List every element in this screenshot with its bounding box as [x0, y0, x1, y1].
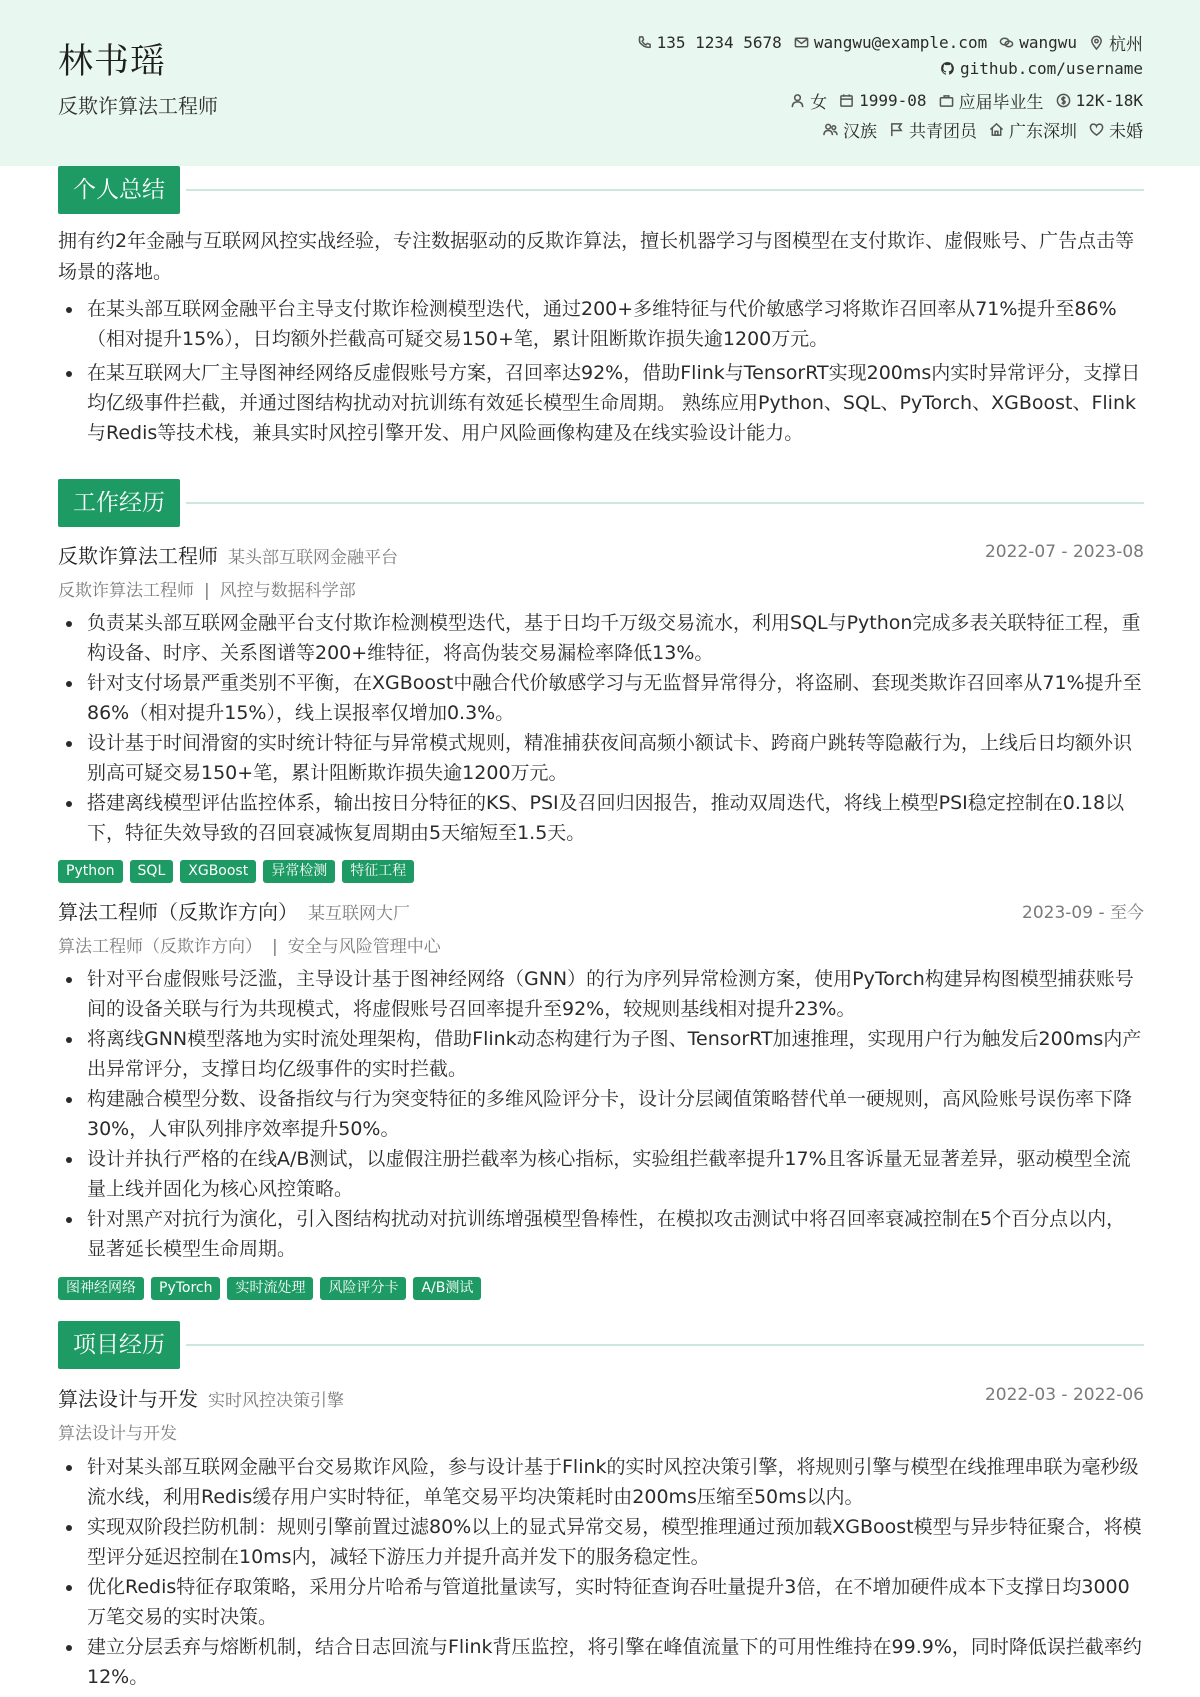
flag-icon	[889, 122, 904, 137]
project-date: 2022-03 - 2022-06	[984, 1385, 1144, 1405]
skill-tag: SQL	[130, 860, 174, 883]
email-text: wangwu@example.com	[813, 33, 988, 52]
skill-tag: 风险评分卡	[320, 1277, 406, 1300]
section-title: 工作经历	[58, 479, 180, 527]
job-date: 2023-09 - 至今	[1022, 903, 1144, 923]
job-subtitle	[58, 576, 356, 601]
job-header	[58, 540, 1144, 570]
salary-text: 12K-18K	[1075, 91, 1143, 110]
job-title: 反欺诈算法工程师	[58, 544, 218, 568]
job-header	[58, 896, 1144, 926]
gender-info	[790, 88, 827, 113]
ethnicity-text: 汉族	[843, 122, 877, 142]
job-title: 算法工程师（反欺诈方向）	[58, 900, 298, 924]
personal-row-2	[811, 117, 1143, 142]
ethnicity-info	[823, 117, 877, 142]
list-item: 针对黑产对抗行为演化，引入图结构扰动对抗训练增强模型鲁棒性，在模拟攻击测试中将召回率衰减控制在5个百分点以内，显著延长模型生命周期。	[58, 1204, 1144, 1264]
github-icon	[940, 61, 955, 76]
list-item: 优化Redis特征存取策略，采用分片哈希与管道批量读写，实时特征查询吞吐量提升3倍，在不增加硬件成本下支撑日均3000万笔交易的实时决策。	[58, 1572, 1144, 1632]
politics-text: 共青团员	[909, 122, 977, 142]
list-item: 将离线GNN模型落地为实时流处理架构，借助Flink动态构建行为子图、TensorRT加速推理，实现用户行为触发后200ms内产出异常评分，支撑日均亿级事件的实时拦截。	[58, 1024, 1144, 1084]
marital-info	[1089, 117, 1143, 142]
gender-text: 女	[810, 93, 828, 113]
city-info	[1089, 30, 1143, 55]
skill-tag: A/B测试	[413, 1277, 481, 1300]
person-icon	[790, 93, 805, 108]
project-role: 算法设计与开发	[58, 1424, 177, 1444]
skill-tag: 特征工程	[342, 860, 414, 883]
birth-info	[839, 91, 926, 110]
job-department: 安全与风险管理中心	[287, 937, 441, 957]
skill-tag: 图神经网络	[58, 1277, 144, 1300]
section-title: 项目经历	[58, 1321, 180, 1369]
list-item: 针对某头部互联网金融平台交易欺诈风险，参与设计基于Flink的实时风控决策引擎，将规则引擎与模型在线推理串联为毫秒级流水线，利用Redis缓存用户实时特征，单笔交易平均决策耗时由200ms压缩至50ms以内。	[58, 1452, 1144, 1512]
section-divider	[186, 189, 1144, 191]
list-item: 设计基于时间滑窗的实时统计特征与异常模式规则，精准捕获夜间高频小额试卡、跨商户跳转等隐蔽行为，上线后日均额外识别高可疑交易150+笔，累计阻断欺诈损失逾1200万元。	[58, 728, 1144, 788]
job-tags	[58, 860, 421, 883]
github-text: github.com/username	[959, 59, 1143, 78]
phone-icon	[637, 35, 652, 50]
phone-text: 135 1234 5678	[656, 33, 782, 52]
skill-tag: XGBoost	[180, 860, 256, 883]
wechat-info[interactable]	[999, 33, 1077, 52]
skill-tag: 实时流处理	[227, 1277, 313, 1300]
job-bullets	[58, 964, 1144, 1264]
wechat-icon	[999, 35, 1014, 50]
section-projects	[58, 1321, 1144, 1369]
phone-info[interactable]	[637, 33, 782, 52]
list-item: 设计并执行严格的在线A/B测试，以虚假注册拦截率为核心指标，实验组拦截率提升17%且客诉量无显著差异，驱动模型全流量上线并固化为核心风控策略。	[58, 1144, 1144, 1204]
birth-text: 1999-08	[859, 91, 927, 110]
hometown-text: 广东深圳	[1009, 122, 1077, 142]
salary-info	[1056, 91, 1143, 110]
email-info[interactable]	[794, 33, 987, 52]
job-date: 2022-07 - 2023-08	[984, 542, 1144, 562]
home-icon	[989, 122, 1004, 137]
job-subtitle	[58, 932, 441, 957]
section-title: 个人总结	[58, 166, 180, 214]
job-position: 算法工程师（反欺诈方向）	[58, 937, 262, 957]
city-text: 杭州	[1109, 35, 1143, 55]
mail-icon	[794, 35, 809, 50]
github-row	[928, 59, 1143, 78]
status-text: 应届毕业生	[958, 93, 1044, 113]
status-info	[939, 88, 1044, 113]
skill-tag: Python	[58, 860, 123, 883]
skill-tag: PyTorch	[151, 1277, 220, 1300]
project-bullets	[58, 1452, 1144, 1692]
list-item: 在某头部互联网金融平台主导支付欺诈检测模型迭代，通过200+多维特征与代价敏感学习将欺诈召回率从71%提升至86%（相对提升15%），日均额外拦截高可疑交易150+笔，累计阻断欺诈损失逾1200万元。	[58, 294, 1144, 354]
personal-row-1	[778, 88, 1143, 113]
job-position: 反欺诈算法工程师	[58, 581, 194, 601]
hometown-info	[989, 117, 1077, 142]
marital-text: 未婚	[1109, 122, 1143, 142]
list-item: 建立分层丢弃与熔断机制，结合日志回流与Flink背压监控，将引擎在峰值流量下的可用性维持在99.9%，同时降低误拦截率约12%。	[58, 1632, 1144, 1692]
list-item: 构建融合模型分数、设备指纹与行为突变特征的多维风险评分卡，设计分层阈值策略替代单一硬规则，高风险账号误伤率下降30%，人审队列排序效率提升50%。	[58, 1084, 1144, 1144]
section-summary	[58, 166, 1144, 214]
summary-list	[58, 294, 1144, 448]
calendar-icon	[839, 93, 854, 108]
job-bullets	[58, 608, 1144, 848]
heart-icon	[1089, 122, 1104, 137]
job-tags	[58, 1277, 488, 1300]
project-header	[58, 1383, 1144, 1413]
project-subtitle: 实时风控决策引擎	[208, 1391, 344, 1411]
list-item: 针对平台虚假账号泛滥，主导设计基于图神经网络（GNN）的行为序列异常检测方案，使用PyTorch构建异构图模型捕获账号间的设备关联与行为共现模式，将虚假账号召回率提升至92%，较规则基线相对提升23%。	[58, 964, 1144, 1024]
list-item: 在某互联网大厂主导图神经网络反虚假账号方案，召回率达92%，借助Flink与TensorRT实现200ms内实时异常评分，支撑日均亿级事件拦截，并通过图结构扰动对抗训练有效延长模型生命周期。 熟练应用Python、SQL、PyTorch、XGBoost、Flink与Redis等技术栈，兼具实时风控引擎开发、用户风险画像构建及在线实验设计能力。	[58, 358, 1144, 448]
location-pin-icon	[1089, 35, 1104, 50]
candidate-name: 林书瑶	[58, 42, 167, 82]
money-icon	[1056, 93, 1071, 108]
list-item: 针对支付场景严重类别不平衡，在XGBoost中融合代价敏感学习与无监督异常得分，将盗刷、套现类欺诈召回率从71%提升至86%（相对提升15%），线上误报率仅增加0.3%。	[58, 668, 1144, 728]
people-icon	[823, 122, 838, 137]
list-item: 负责某头部互联网金融平台支付欺诈检测模型迭代，基于日均千万级交易流水，利用SQL与Python完成多表关联特征工程，重构设备、时序、关系图谱等200+维特征，将高伪装交易漏检率降低13%。	[58, 608, 1144, 668]
section-work	[58, 479, 1144, 527]
politics-info	[889, 117, 977, 142]
resume-header	[0, 0, 1200, 166]
summary-intro: 拥有约2年金融与互联网风控实战经验，专注数据驱动的反欺诈算法，擅长机器学习与图模型在支付欺诈、虚假账号、广告点击等场景的落地。	[58, 230, 1135, 283]
section-divider	[186, 1344, 1144, 1346]
job-department: 风控与数据科学部	[219, 581, 356, 601]
github-info[interactable]	[940, 59, 1143, 78]
job-company: 某互联网大厂	[308, 904, 410, 924]
job-separator: |	[272, 937, 278, 957]
wechat-text: wangwu	[1019, 33, 1077, 52]
section-divider	[186, 502, 1144, 504]
project-title: 算法设计与开发	[58, 1387, 198, 1411]
skill-tag: 异常检测	[263, 860, 335, 883]
list-item: 实现双阶段拦防机制：规则引擎前置过滤80%以上的显式异常交易，模型推理通过预加载XGBoost模型与异步特征聚合，将模型评分延迟控制在10ms内，减轻下游压力并提升高并发下的服务稳定性。	[58, 1512, 1144, 1572]
job-separator: |	[204, 581, 210, 601]
candidate-role: 反欺诈算法工程师	[58, 94, 218, 118]
contact-row	[625, 30, 1143, 55]
list-item: 搭建离线模型评估监控体系，输出按日分特征的KS、PSI及召回归因报告，推动双周迭代，将线上模型PSI稳定控制在0.18以下，特征失效导致的召回衰减恢复周期由5天缩短至1.5天。	[58, 788, 1144, 848]
job-company: 某头部互联网金融平台	[228, 548, 398, 568]
briefcase-icon	[939, 93, 954, 108]
